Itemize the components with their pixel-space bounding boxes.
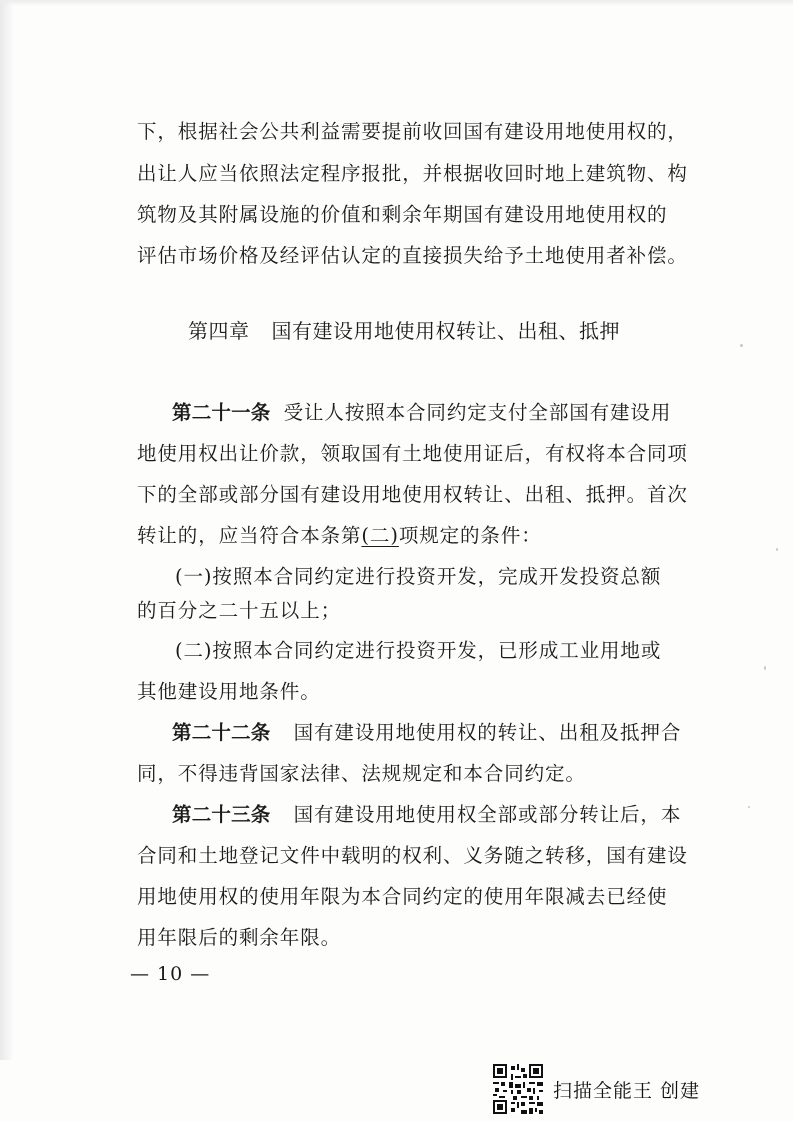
paragraph-line: 地使用权出让价款，领取国有土地使用证后，有权将本合同项 — [137, 442, 688, 465]
article-22-line — [172, 721, 681, 745]
chapter-number: 第四章 — [188, 319, 250, 343]
filled-item-number: (二) — [361, 524, 399, 547]
article-22-title: 第二十二条 — [172, 721, 271, 744]
scanner-watermark-label: 扫描全能王 创建 — [553, 1079, 701, 1102]
scanner-watermark — [493, 1062, 700, 1116]
paragraph-line: 的百分之二十五以上； — [137, 599, 342, 622]
paragraph-line: 同，不得违背国家法律、法规规定和本合同约定。 — [137, 762, 586, 785]
article-23-title: 第二十三条 — [172, 803, 271, 826]
scan-speck — [748, 806, 750, 808]
paragraph-line: 其他建设用地条件。 — [137, 680, 321, 703]
page-number: — 10 — — [130, 963, 211, 985]
scan-shadow-left — [0, 0, 14, 1060]
paragraph-line: 评估市场价格及经评估认定的直接损失给予土地使用者补偿。 — [137, 244, 688, 267]
scan-speck — [740, 344, 743, 347]
article-22-text: 国有建设用地使用权的转让、出租及抵押合 — [293, 721, 682, 744]
chapter-heading — [188, 319, 620, 343]
chapter-title: 国有建设用地使用权转让、出租、抵押 — [271, 319, 620, 343]
scan-shadow-top — [0, 0, 793, 6]
paragraph-line: 下，根据社会公共利益需要提前收回国有建设用地使用权的， — [137, 120, 688, 143]
paragraph-line: 筑物及其附属设施的价值和剩余年期国有建设用地使用权的 — [137, 203, 668, 226]
scan-speck — [764, 666, 766, 670]
paragraph-line: 下的全部或部分国有建设用地使用权转让、出租、抵押。首次 — [137, 483, 688, 506]
text-segment: 转让的，应当符合本条第 — [137, 524, 362, 547]
article-21-text: 受让人按照本合同约定支付全部国有建设用 — [283, 401, 672, 424]
paragraph-line: 用年限后的剩余年限。 — [137, 926, 342, 949]
scan-speck — [776, 548, 778, 551]
paragraph-line: 出让人应当依照法定程序报批，并根据收回时地上建筑物、构 — [137, 162, 688, 185]
list-item: (一)按照本合同约定进行投资开发，完成开发投资总额 — [175, 565, 662, 588]
article-21-line — [172, 401, 671, 425]
text-segment: 项规定的条件： — [398, 524, 542, 547]
paragraph-line: 用地使用权的使用年限为本合同约定的使用年限减去已经使 — [137, 885, 668, 908]
article-21-title: 第二十一条 — [172, 401, 271, 424]
paragraph-line: 合同和土地登记文件中载明的权利、义务随之转移，国有建设 — [137, 844, 688, 867]
list-item: (二)按照本合同约定进行投资开发，已形成工业用地或 — [175, 639, 662, 662]
article-23-line — [172, 803, 681, 827]
article-23-text: 国有建设用地使用权全部或部分转让后，本 — [293, 803, 682, 826]
paragraph-line — [137, 524, 542, 548]
qr-code-icon — [493, 1064, 543, 1114]
